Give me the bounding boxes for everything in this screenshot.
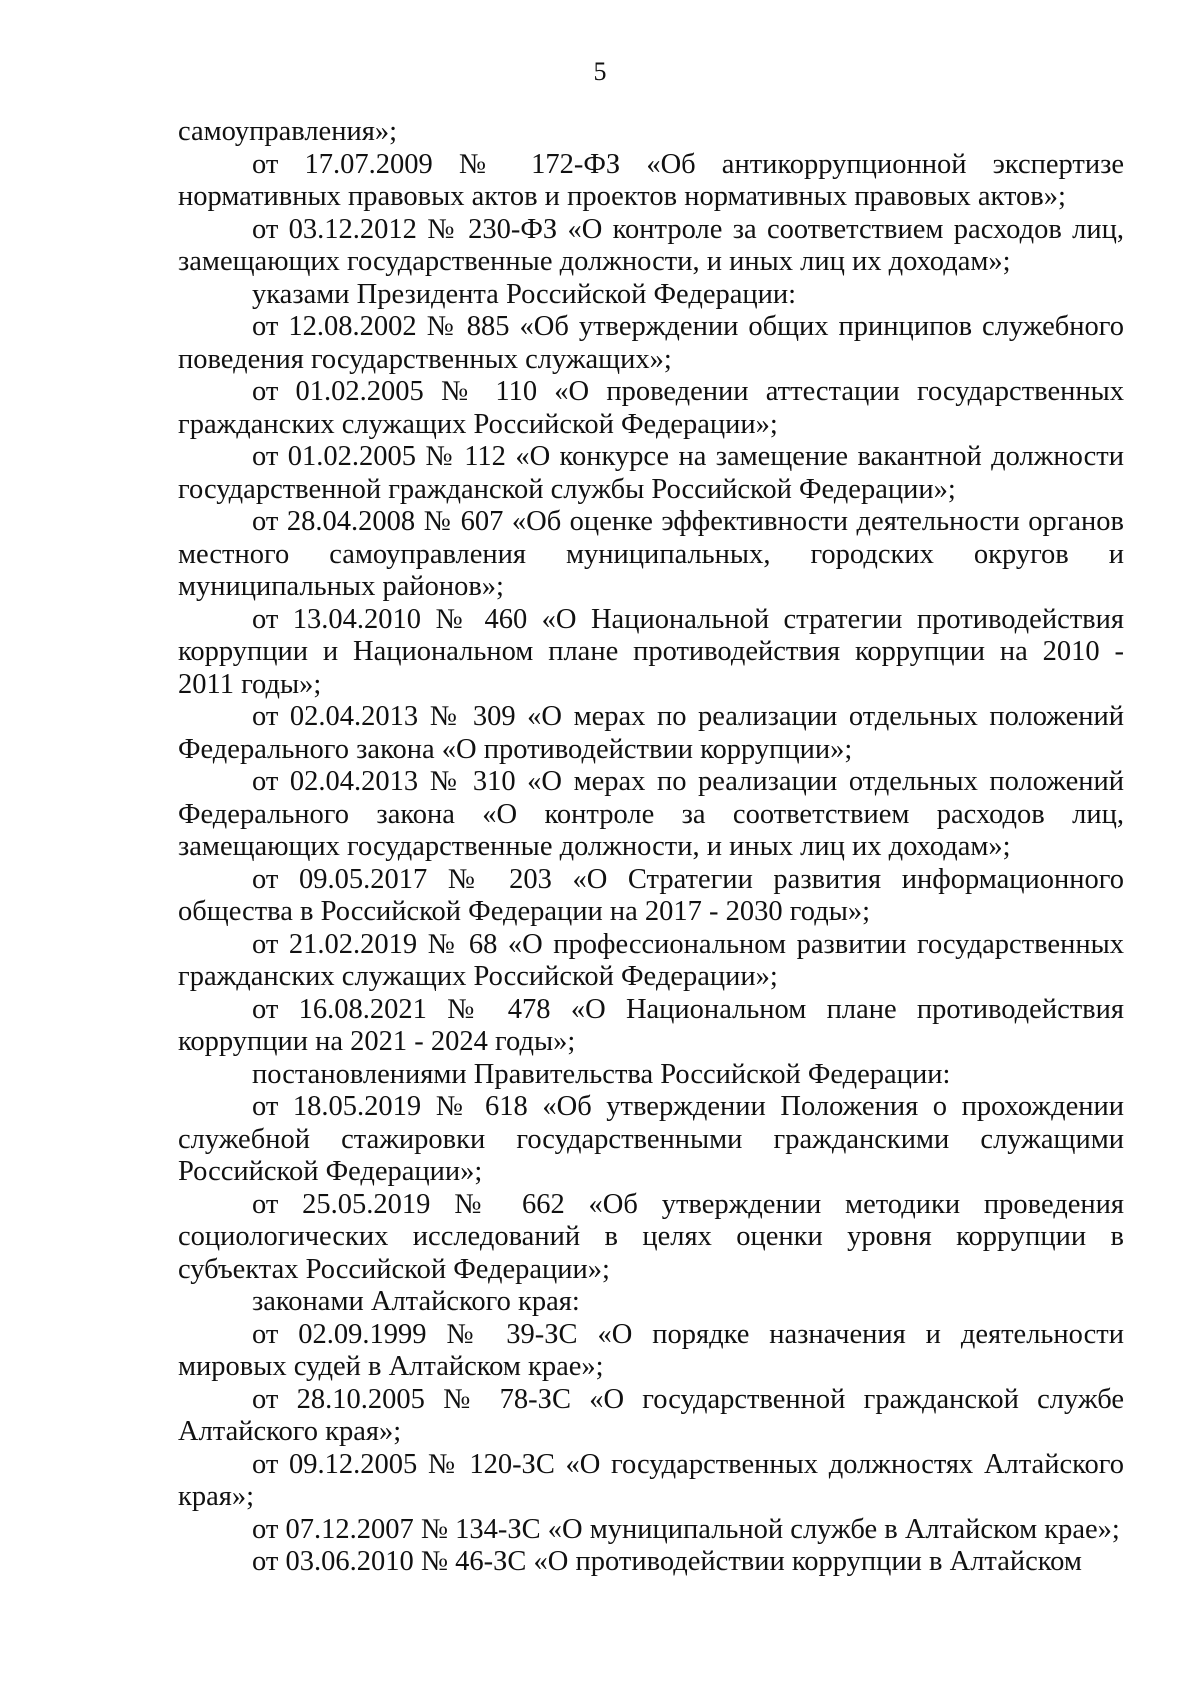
paragraph: от 25.05.2019 № 662 «Об утверждении методики проведения социологических исследований в целях оценки уровня коррупции в субъектах Российской Федерации»;: [178, 1188, 1124, 1285]
paragraph: от 01.02.2005 № 112 «О конкурсе на замещение вакантной должности государственной гражданской службы Российской Федерации»;: [178, 441, 1124, 505]
paragraph: от 07.12.2007 № 134-ЗС «О муниципальной службе в Алтайском крае»;: [252, 1513, 1120, 1545]
paragraph: от 17.07.2009 № 172-ФЗ «Об антикоррупционной экспертизе нормативных правовых актов и проектов нормативных правовых актов»;: [178, 148, 1124, 212]
paragraph: от 28.10.2005 № 78-ЗС «О государственной гражданской службе Алтайского края»;: [178, 1383, 1124, 1447]
paragraph: от 01.02.2005 № 110 «О проведении аттестации государственных гражданских служащих Российской Федерации»;: [178, 376, 1124, 440]
document-body: [178, 116, 1124, 1579]
paragraph: законами Алтайского края:: [252, 1286, 580, 1317]
paragraph: от 09.12.2005 № 120-ЗС «О государственных должностях Алтайского края»;: [178, 1448, 1124, 1512]
paragraph: от 18.05.2019 № 618 «Об утверждении Положения о прохождении служебной стажировки государственными гражданскими служащими Российской Федерации»;: [178, 1091, 1124, 1187]
paragraph: от 02.09.1999 № 39-ЗС «О порядке назначения и деятельности мировых судей в Алтайском крае»;: [178, 1318, 1124, 1382]
paragraph: от 13.04.2010 № 460 «О Национальной стратегии противодействия коррупции и Национальном плане противодействия коррупции на 2010 - 2011 годы»;: [178, 603, 1124, 700]
paragraph: постановлениями Правительства Российской Федерации:: [252, 1058, 951, 1090]
paragraph: от 09.05.2017 № 203 «О Стратегии развития информационного общества в Российской Федерации на 2017 - 2030 годы»;: [178, 863, 1124, 927]
paragraph: от 12.08.2002 № 885 «Об утверждении общих принципов служебного поведения государственных служащих»;: [178, 311, 1124, 375]
paragraph: от 02.04.2013 № 310 «О мерах по реализации отдельных положений Федерального закона «О контроле за соответствием расходов лиц, замещающих государственные должности, и иных лиц их доходам»;: [178, 766, 1124, 862]
paragraph: от 02.04.2013 № 309 «О мерах по реализации отдельных положений Федерального закона «О противодействии коррупции»;: [178, 701, 1124, 765]
paragraph: от 21.02.2019 № 68 «О профессиональном развитии государственных гражданских служащих Российской Федерации»;: [178, 928, 1124, 992]
page-number: 5: [593, 57, 607, 86]
paragraph: от 03.12.2012 № 230-ФЗ «О контроле за соответствием расходов лиц, замещающих государственные должности, и иных лиц их доходам»;: [178, 213, 1124, 277]
paragraph: от 03.06.2010 № 46-ЗС «О противодействии коррупции в Алтайском: [252, 1546, 1082, 1577]
paragraph: самоуправления»;: [178, 116, 397, 147]
paragraph: от 28.04.2008 № 607 «Об оценке эффективности деятельности органов местного самоуправления муниципальных, городских округов и муниципальных районов»;: [178, 506, 1124, 602]
paragraph: указами Президента Российской Федерации:: [252, 278, 797, 310]
paragraph: от 16.08.2021 № 478 «О Национальном плане противодействия коррупции на 2021 - 2024 годы»;: [178, 993, 1124, 1057]
